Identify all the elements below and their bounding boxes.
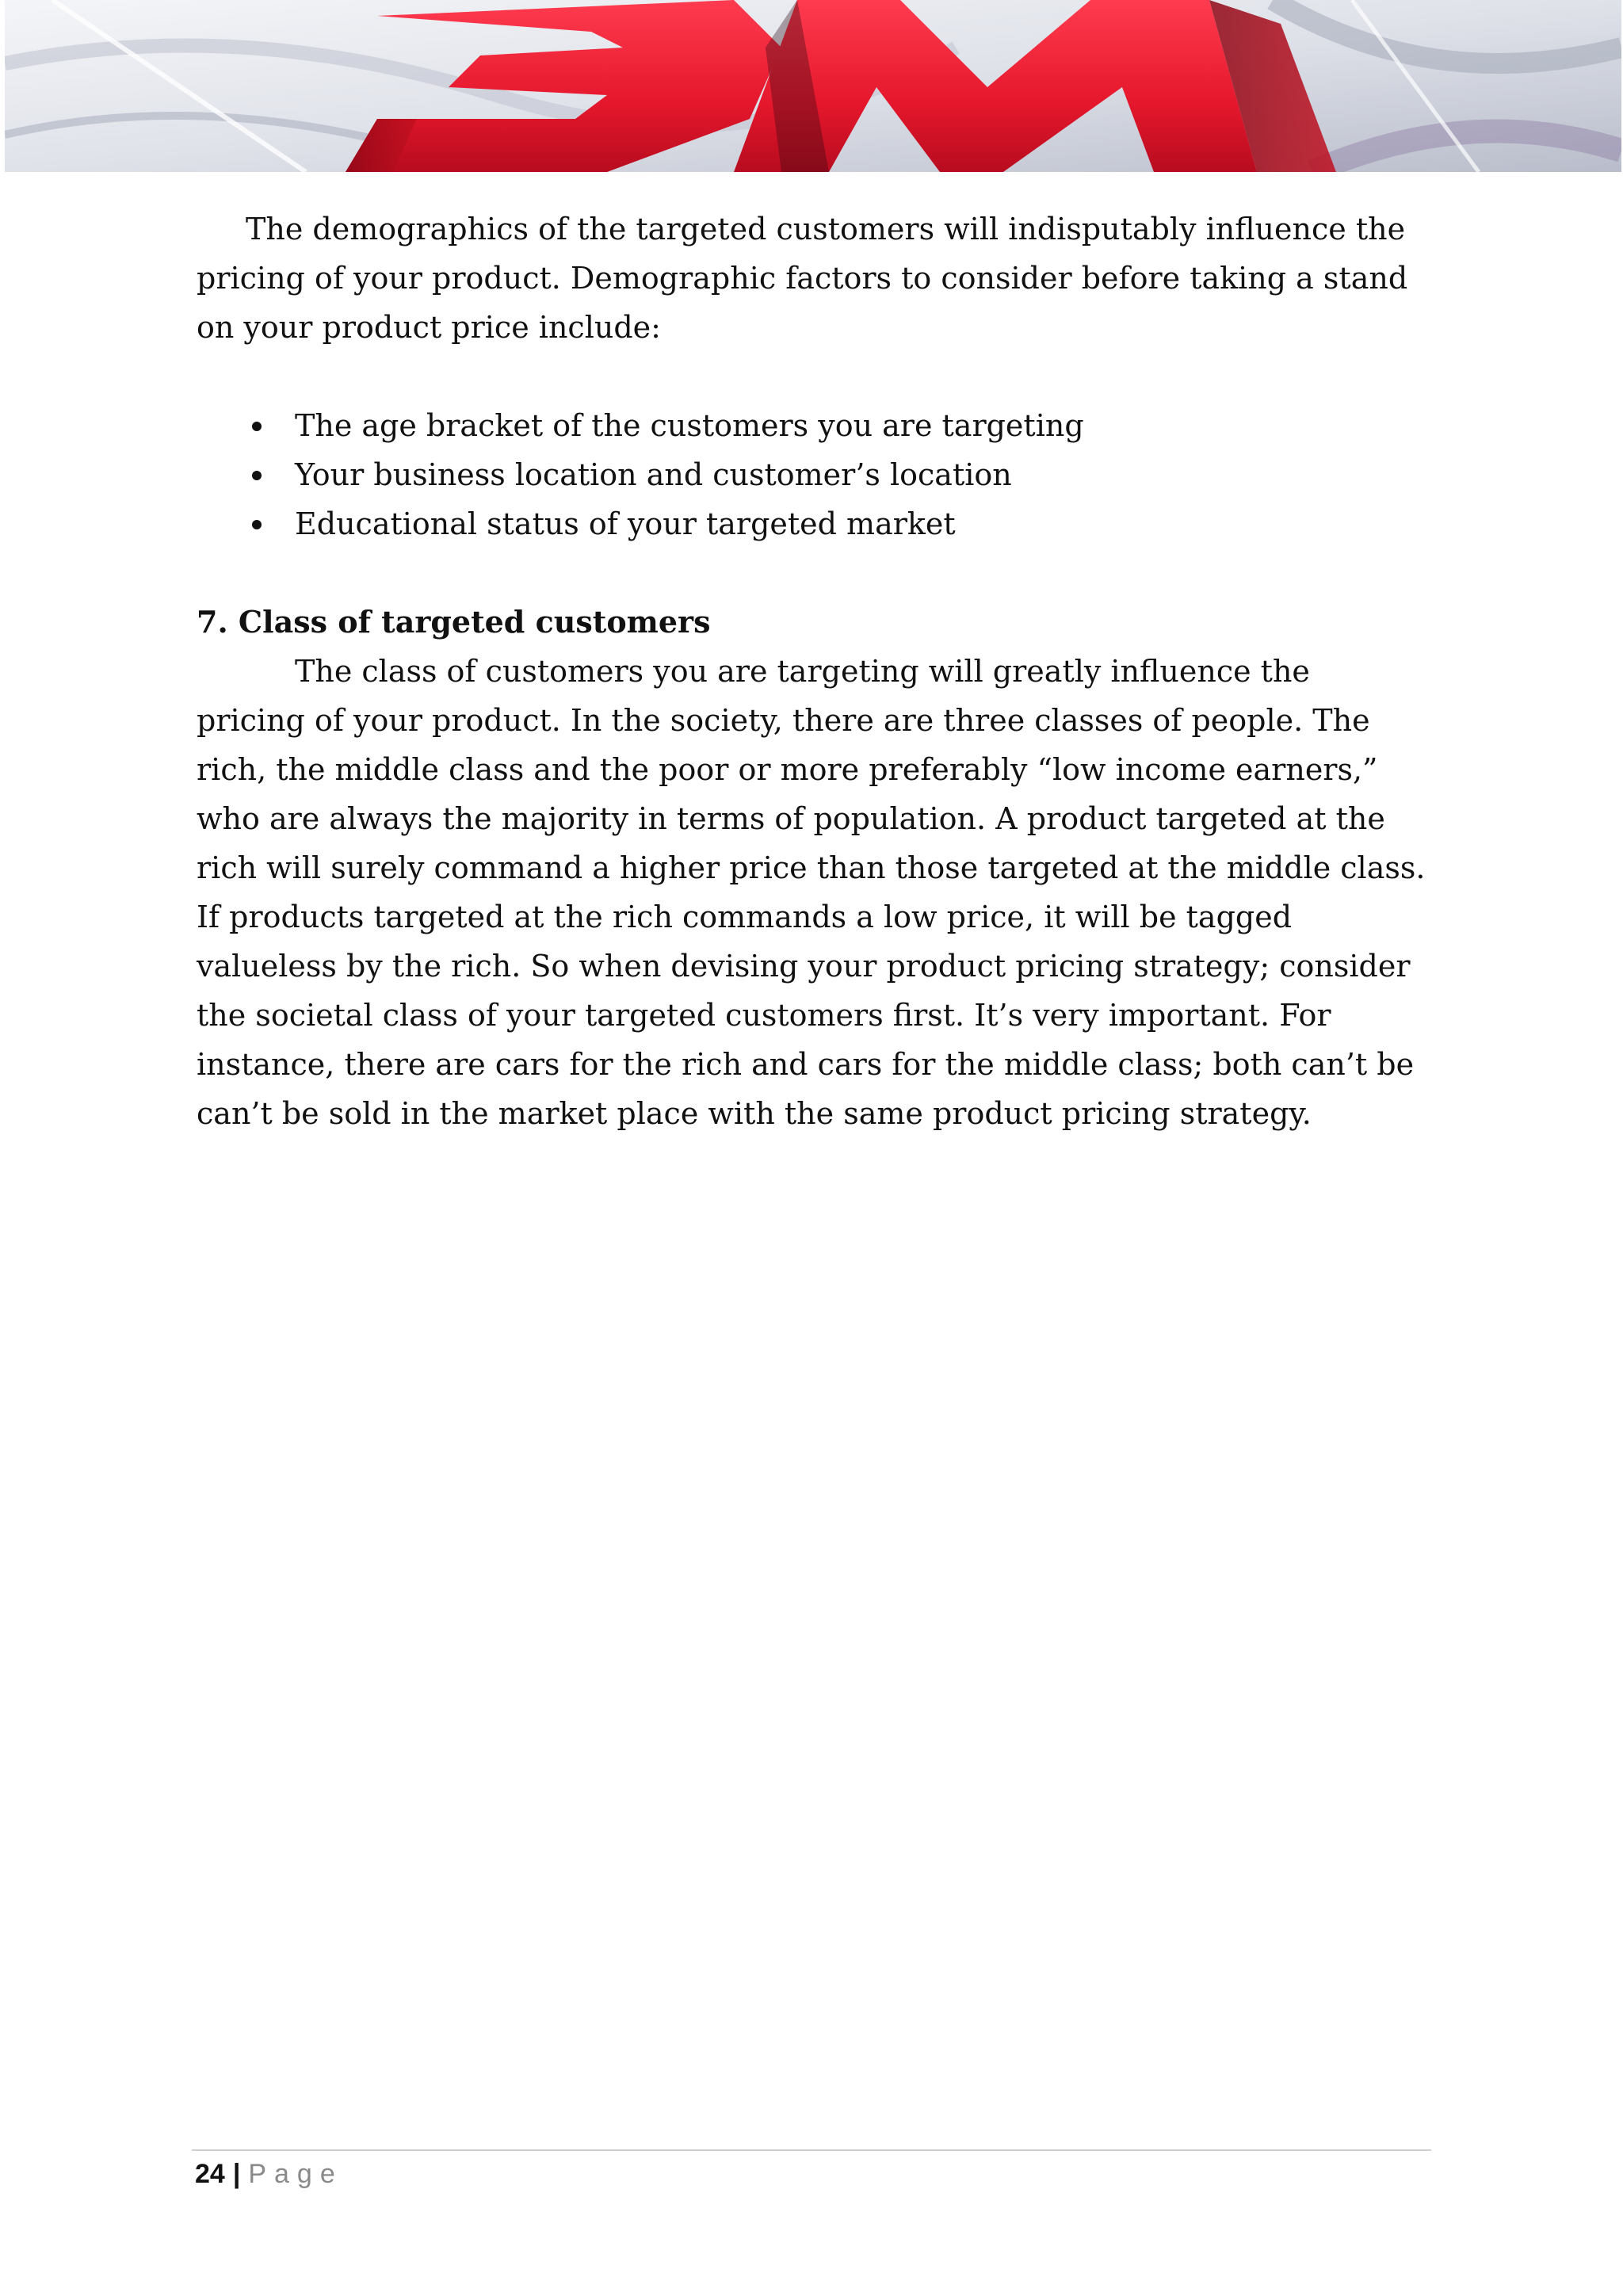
list-item-text: Your business location and customer’s location [295,457,1012,492]
demographic-factors-list [197,401,1426,548]
document-body [197,204,1426,1138]
list-item-text: Educational status of your targeted market [295,506,956,541]
footer-divider [192,2149,1431,2151]
list-item [197,450,1426,499]
header-banner-image [5,0,1621,172]
intro-paragraph: The demographics of the targeted customers will indisputably influence the pricing of your product. Demographic factors to consider before taking a stand on your product price include: [197,212,1408,345]
bullet-icon [252,422,262,431]
footer-separator: | [232,2159,241,2189]
list-item-text: The age bracket of the customers you are targeting [295,408,1084,443]
list-item [197,499,1426,548]
bullet-icon [252,520,262,529]
page-label: Page [248,2159,343,2189]
3m-logo-banner [5,0,1621,172]
section-paragraph: The class of customers you are targeting will greatly influence the pricing of your product. In the society, there are three classes of people. The rich, the middle class and the poor or more preferably “low income earners,” who are always the majority in terms of population. A product targeted at the rich will surely command a higher price than those targeted at the middle class. If products targeted at the rich commands a low price, it will be tagged valueless by the rich. So when devising your product pricing strategy; consider the societal class of your targeted customers first. It’s very important. For instance, there are cars for the rich and cars for the middle class; both can’t be can’t be sold in the market place with the same product pricing strategy. [197,654,1426,1131]
bullet-icon [252,471,262,480]
section-heading: 7. Class of targeted customers [197,604,711,640]
page-footer [195,2154,343,2194]
page-number: 24 [195,2159,225,2189]
list-item [197,401,1426,450]
